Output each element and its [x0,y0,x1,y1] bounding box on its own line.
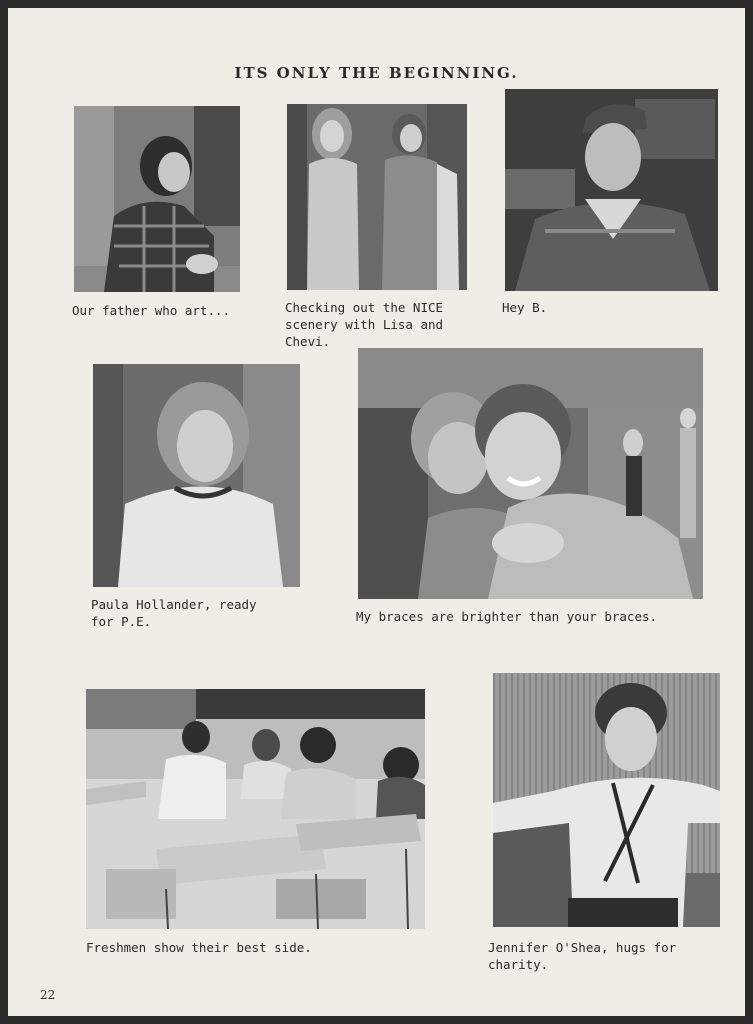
photo-boy-in-cap [505,89,718,291]
page-title: ITS ONLY THE BEGINNING. [234,64,519,82]
caption-photo-1: Our father who art... [72,303,231,318]
caption-photo-4: Paula Hollander, ready for P.E. [91,597,257,629]
caption-photo-2: Checking out the NICE scenery with Lisa and Chevi. [285,300,444,349]
caption-photo-3: Hey B. [502,300,548,315]
photo-two-students-hugging [358,348,703,599]
photo-classroom [86,689,425,929]
caption-photo-7: Jennifer O'Shea, hugs for charity. [488,940,677,972]
page-number: 22 [40,988,56,1002]
caption-photo-5: My braces are brighter than your braces. [356,609,658,624]
photo-girl-in-tshirt [93,364,300,587]
photo-two-girls-standing [287,104,467,290]
caption-photo-6: Freshmen show their best side. [86,940,312,955]
photo-student-plaid-jacket [74,106,240,292]
photo-girl-arms-outstretched [493,673,720,927]
